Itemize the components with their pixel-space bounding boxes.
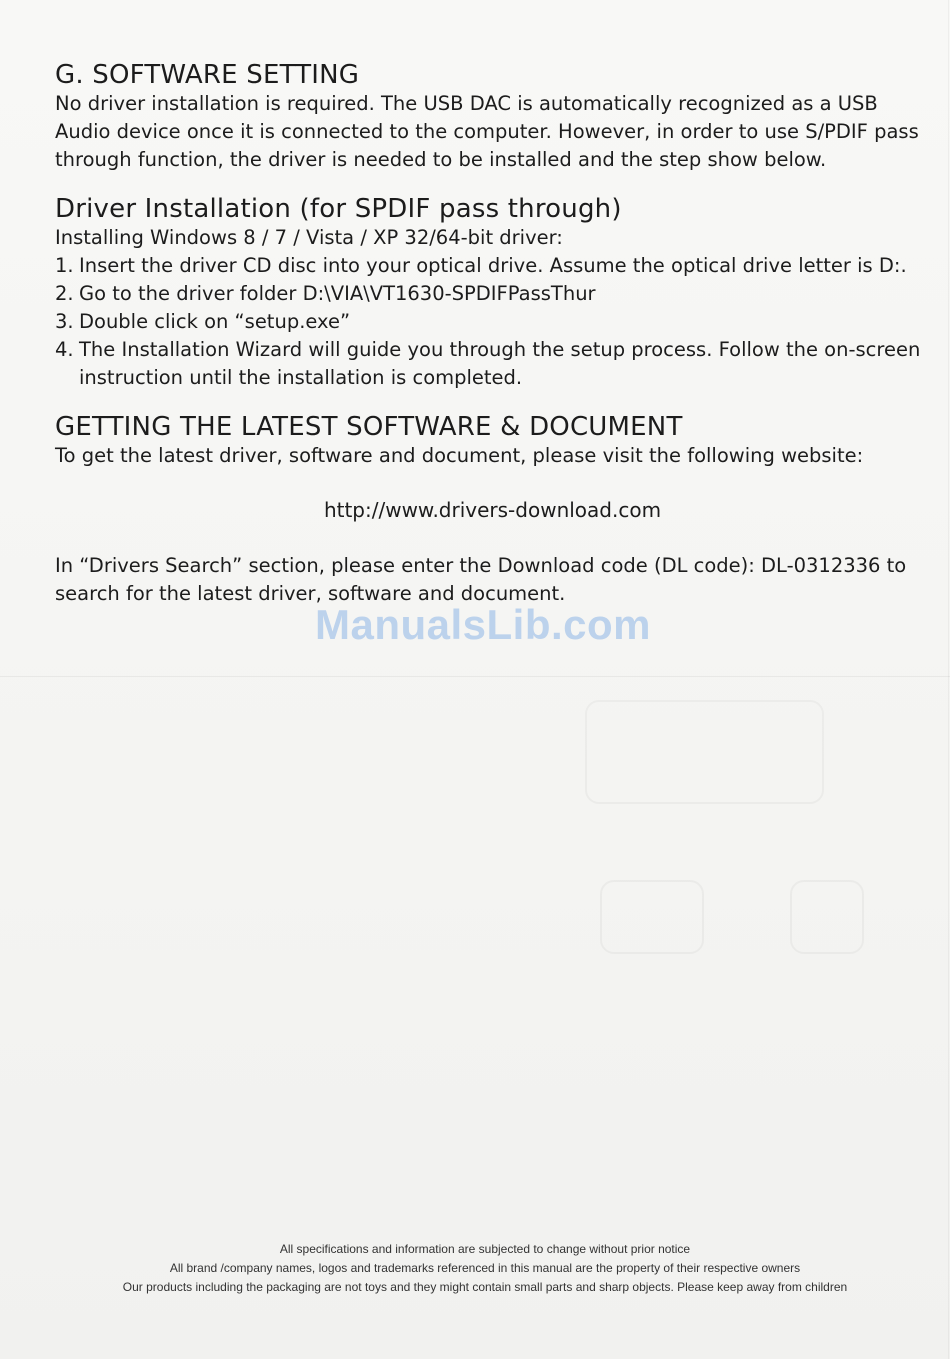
footer-line: All brand /company names, logos and trademarks referenced in this manual are the property of their respective owners bbox=[169, 1261, 801, 1275]
watermark-logo: ManualsLib.com bbox=[314, 601, 652, 648]
driver-installation-title: Driver Installation (for SPDIF pass through) bbox=[55, 194, 622, 224]
show-through-graphic bbox=[600, 880, 704, 954]
fold-line bbox=[948, 0, 949, 1359]
download-website-link[interactable]: http://www.drivers-download.com bbox=[323, 498, 662, 522]
step-text: The Installation Wizard will guide you through the setup process. Follow the on-screen instruction until the installation is completed. bbox=[79, 338, 921, 389]
show-through-graphic bbox=[790, 880, 864, 954]
step-text: Insert the driver CD disc into your optical drive. Assume the optical drive letter is D:. bbox=[79, 254, 907, 277]
installation-step bbox=[55, 308, 930, 336]
step-number: 3. bbox=[55, 310, 74, 333]
latest-software-intro: To get the latest driver, software and document, please visit the following website: bbox=[55, 444, 864, 467]
step-number: 1. bbox=[55, 254, 74, 277]
footer-notice bbox=[40, 1240, 930, 1297]
section-g-title: G. SOFTWARE SETTING bbox=[55, 60, 360, 90]
installation-step bbox=[55, 252, 930, 280]
installation-steps bbox=[55, 252, 930, 392]
installation-step bbox=[55, 280, 930, 308]
footer-line: All specifications and information are subjected to change without prior notice bbox=[279, 1242, 691, 1256]
section-g-body: No driver installation is required. The USB DAC is automatically recognized as a USB Audio device once it is connected to the computer. However, in order to use S/PDIF pass through function, the driver is needed to be installed and the step show below. bbox=[55, 92, 919, 171]
installation-step bbox=[55, 336, 930, 392]
dl-code-instructions: In “Drivers Search” section, please enter the Download code (DL code): DL-0312336 to search for the latest driver, software and document. bbox=[55, 554, 907, 605]
main-content bbox=[55, 60, 930, 608]
latest-software-title: GETTING THE LATEST SOFTWARE & DOCUMENT bbox=[55, 412, 683, 442]
step-number: 4. bbox=[55, 338, 74, 361]
show-through-graphic bbox=[585, 700, 824, 804]
step-text: Double click on “setup.exe” bbox=[79, 310, 351, 333]
driver-installation-intro: Installing Windows 8 / 7 / Vista / XP 32/64-bit driver: bbox=[55, 226, 563, 249]
footer-line: Our products including the packaging are not toys and they might contain small parts and sharp objects. Please keep away from children bbox=[122, 1280, 848, 1294]
step-number: 2. bbox=[55, 282, 74, 305]
step-text: Go to the driver folder D:\VIA\VT1630-SPDIFPassThur bbox=[79, 282, 596, 305]
fold-line bbox=[0, 676, 950, 677]
